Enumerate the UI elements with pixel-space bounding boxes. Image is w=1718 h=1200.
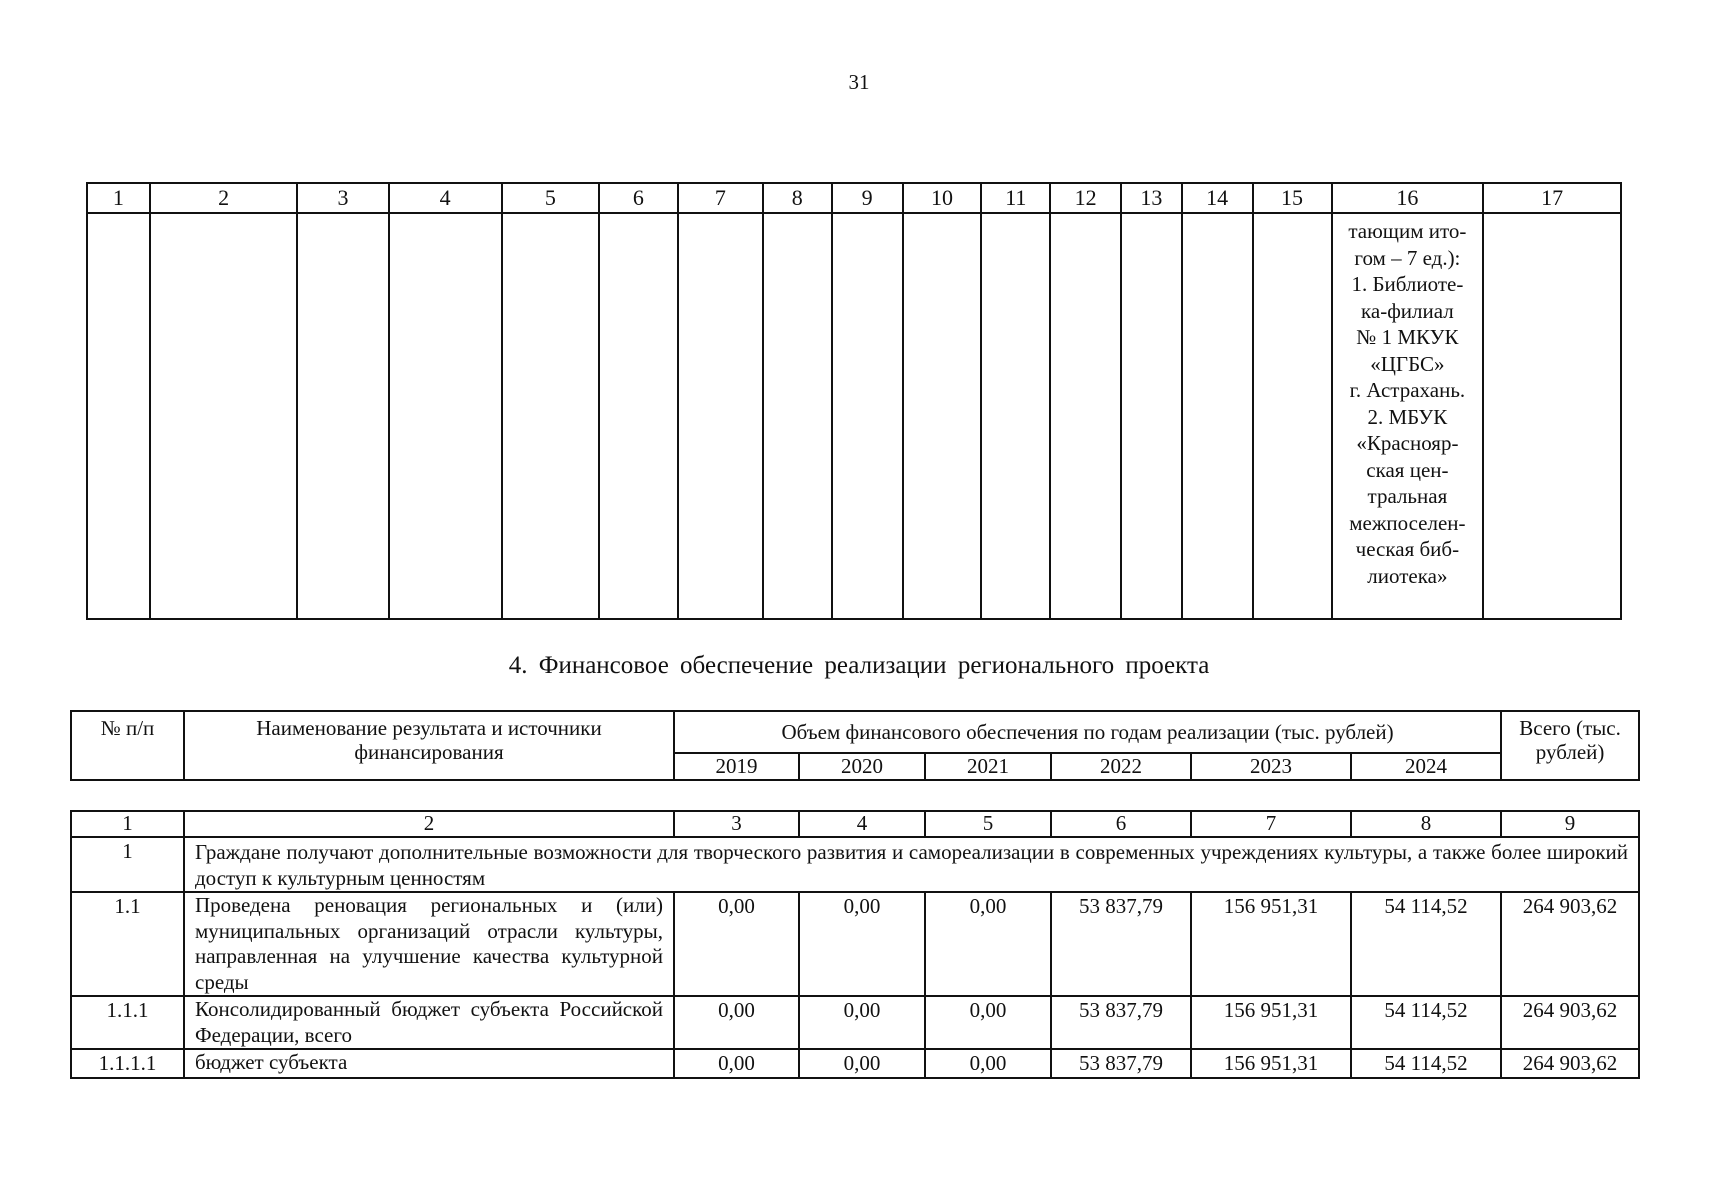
row-num: 1.1.1.1 (71, 1049, 184, 1078)
row-value: 0,00 (925, 1049, 1051, 1078)
cell-col16 (1332, 213, 1484, 619)
cell-line: «ЦГБС» (1370, 351, 1445, 376)
row-value: 54 114,52 (1351, 892, 1501, 996)
finance-data-table (70, 810, 1640, 1079)
header-year: 2020 (799, 753, 925, 780)
group-row (71, 837, 1639, 892)
column-number: 6 (1051, 811, 1191, 837)
row-value: 0,00 (674, 1049, 799, 1078)
header-year: 2021 (925, 753, 1051, 780)
cell-line: «Краснояр- (1356, 431, 1459, 455)
column-number: 16 (1332, 183, 1484, 213)
header-name: Наименование результата и источники финансирования (184, 711, 674, 780)
empty-cell (297, 213, 388, 619)
row-value: 0,00 (674, 892, 799, 996)
column-number: 1 (87, 183, 150, 213)
column-number: 11 (981, 183, 1050, 213)
cell-line: 1. Библиоте- (1351, 272, 1464, 296)
cell-line: 2. МБУК (1367, 404, 1448, 429)
column-number: 4 (389, 183, 502, 213)
column-number: 12 (1050, 183, 1121, 213)
row-total: 264 903,62 (1501, 892, 1639, 996)
column-number: 1 (71, 811, 184, 837)
row-value: 53 837,79 (1051, 1049, 1191, 1078)
empty-cell (599, 213, 678, 619)
column-number: 3 (297, 183, 388, 213)
cell-line: ка-филиал (1361, 298, 1454, 323)
row-value: 0,00 (799, 996, 925, 1049)
column-number: 2 (150, 183, 298, 213)
finance-header-table (70, 710, 1640, 781)
row-num: 1.1 (71, 892, 184, 996)
column-number: 7 (1191, 811, 1351, 837)
empty-cell (1121, 213, 1182, 619)
row-value: 53 837,79 (1051, 996, 1191, 1049)
empty-cell (1253, 213, 1332, 619)
table-row (87, 213, 1621, 619)
row-value: 0,00 (925, 892, 1051, 996)
row-num: 1.1.1 (71, 996, 184, 1049)
column-number: 8 (763, 183, 832, 213)
column-number: 14 (1182, 183, 1253, 213)
empty-cell (903, 213, 982, 619)
group-num: 1 (71, 837, 184, 892)
column-number: 15 (1253, 183, 1332, 213)
cell-line: ческая биб- (1355, 537, 1460, 561)
empty-cell (389, 213, 502, 619)
header-year: 2019 (674, 753, 799, 780)
table-row (71, 1049, 1639, 1078)
column-number: 5 (925, 811, 1051, 837)
empty-cell (87, 213, 150, 619)
column-number: 3 (674, 811, 799, 837)
row-value: 0,00 (799, 1049, 925, 1078)
row-name: бюджет субъекта (184, 1049, 674, 1078)
empty-cell (981, 213, 1050, 619)
empty-cell (150, 213, 298, 619)
row-value: 0,00 (674, 996, 799, 1049)
column-number-row (87, 183, 1621, 213)
empty-cell (1182, 213, 1253, 619)
header-num: № п/п (71, 711, 184, 780)
group-text: Граждане получают дополнительные возможности для творческого развития и самореализации в современных учреждениях культуры, а также более широкий доступ к культурным ценностям (184, 837, 1639, 892)
header-year: 2023 (1191, 753, 1351, 780)
cell-line: тральная (1367, 484, 1448, 508)
row-value: 156 951,31 (1191, 892, 1351, 996)
table-row (71, 996, 1639, 1049)
row-value: 156 951,31 (1191, 996, 1351, 1049)
column-number-row (71, 811, 1639, 837)
cell-line: гом – 7 ед.): (1354, 245, 1461, 270)
row-value: 54 114,52 (1351, 1049, 1501, 1078)
row-value: 53 837,79 (1051, 892, 1191, 996)
empty-cell (763, 213, 832, 619)
header-year: 2022 (1051, 753, 1191, 780)
column-number: 13 (1121, 183, 1182, 213)
empty-cell (1050, 213, 1121, 619)
empty-cell (502, 213, 599, 619)
header-volume: Объем финансового обеспечения по годам реализации (тыс. рублей) (674, 711, 1501, 753)
column-number: 2 (184, 811, 674, 837)
column-number: 6 (599, 183, 678, 213)
row-name: Проведена реновация региональных и (или) муниципальных организаций отрасли культуры, направленная на улучшение качества культурной среды (184, 892, 674, 996)
cell-line: ская цен- (1366, 457, 1449, 482)
header-year: 2024 (1351, 753, 1501, 780)
cell-line: тающим ито- (1348, 219, 1467, 243)
cell-line: лиотека» (1367, 563, 1448, 588)
empty-cell (1483, 213, 1621, 619)
cell-line: № 1 МКУК (1356, 325, 1459, 349)
column-number: 10 (903, 183, 982, 213)
column-number: 9 (832, 183, 903, 213)
row-value: 0,00 (925, 996, 1051, 1049)
page-number: 31 (848, 70, 870, 94)
cell-line: г. Астрахань. (1349, 378, 1466, 402)
empty-cell (678, 213, 763, 619)
column-number: 17 (1483, 183, 1621, 213)
column-number: 7 (678, 183, 763, 213)
table-row (71, 892, 1639, 996)
row-total: 264 903,62 (1501, 996, 1639, 1049)
cell-line: межпоселен- (1349, 510, 1466, 535)
column-number: 8 (1351, 811, 1501, 837)
row-value: 0,00 (799, 892, 925, 996)
column-number: 9 (1501, 811, 1639, 837)
row-total: 264 903,62 (1501, 1049, 1639, 1078)
empty-cell (832, 213, 903, 619)
column-number: 4 (799, 811, 925, 837)
column-number: 5 (502, 183, 599, 213)
row-value: 54 114,52 (1351, 996, 1501, 1049)
section-title: 4. Финансовое обеспечение реализации регионального проекта (508, 652, 1210, 679)
row-name: Консолидированный бюджет субъекта Российской Федерации, всего (184, 996, 674, 1049)
row-value: 156 951,31 (1191, 1049, 1351, 1078)
header-total: Всего (тыс. рублей) (1501, 711, 1639, 780)
continuation-table (86, 182, 1622, 620)
